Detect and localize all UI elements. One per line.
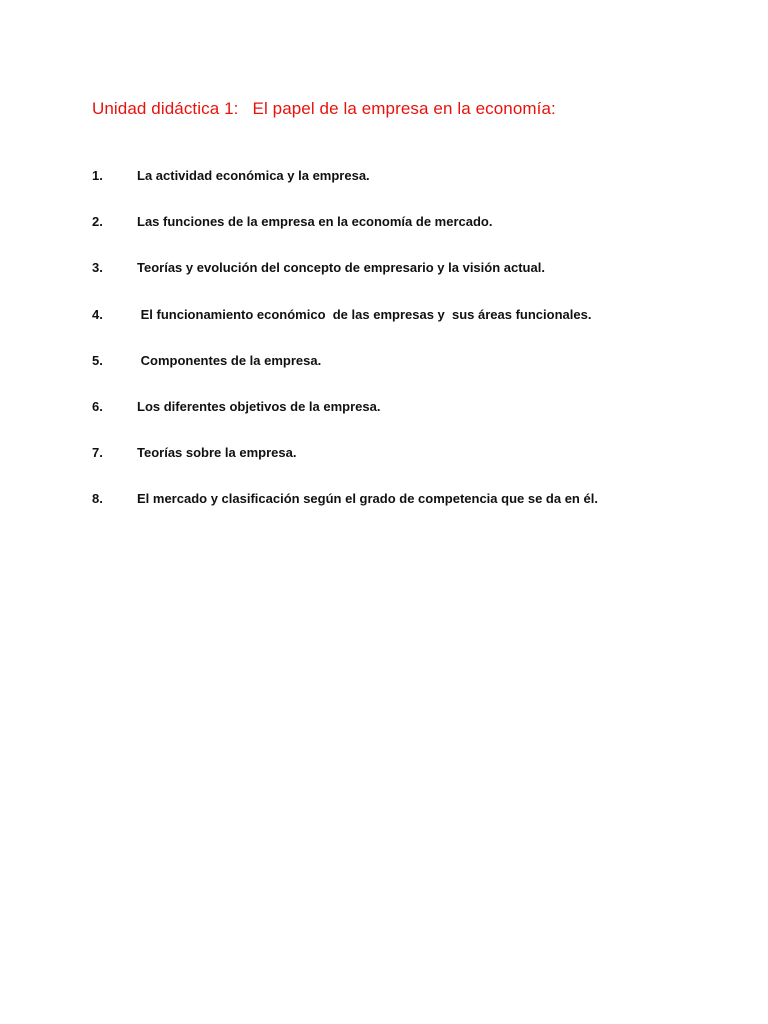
list-item-text: Teorías sobre la empresa. [137, 445, 297, 461]
list-item-text: Los diferentes objetivos de la empresa. [137, 398, 381, 414]
list-item-number: 8. [92, 491, 103, 507]
list-item-number: 6. [92, 398, 103, 414]
title-topic: El papel de la empresa en la economía: [252, 99, 556, 118]
list-item-number: 3. [92, 260, 103, 276]
list-item-text: La actividad económica y la empresa. [137, 168, 370, 183]
list-item-text: El funcionamiento económico de las empresas y sus áreas funcionales. [137, 306, 592, 322]
list-item-text: Componentes de la empresa. [137, 352, 322, 368]
list-item-number: 7. [92, 445, 103, 461]
list-item-number: 1. [92, 168, 103, 183]
list-item-number: 4. [92, 306, 103, 322]
list-item-text: Teorías y evolución del concepto de empresario y la visión actual. [137, 260, 545, 276]
list-item-text: El mercado y clasificación según el grado de competencia que se da en él. [137, 491, 598, 507]
list-item-text: Las funciones de la empresa en la economía de mercado. [137, 214, 493, 230]
title-unit: Unidad didáctica 1: [92, 99, 239, 118]
list-item-number: 2. [92, 214, 103, 230]
list-item-number: 5. [92, 352, 103, 368]
page-title [92, 99, 556, 119]
